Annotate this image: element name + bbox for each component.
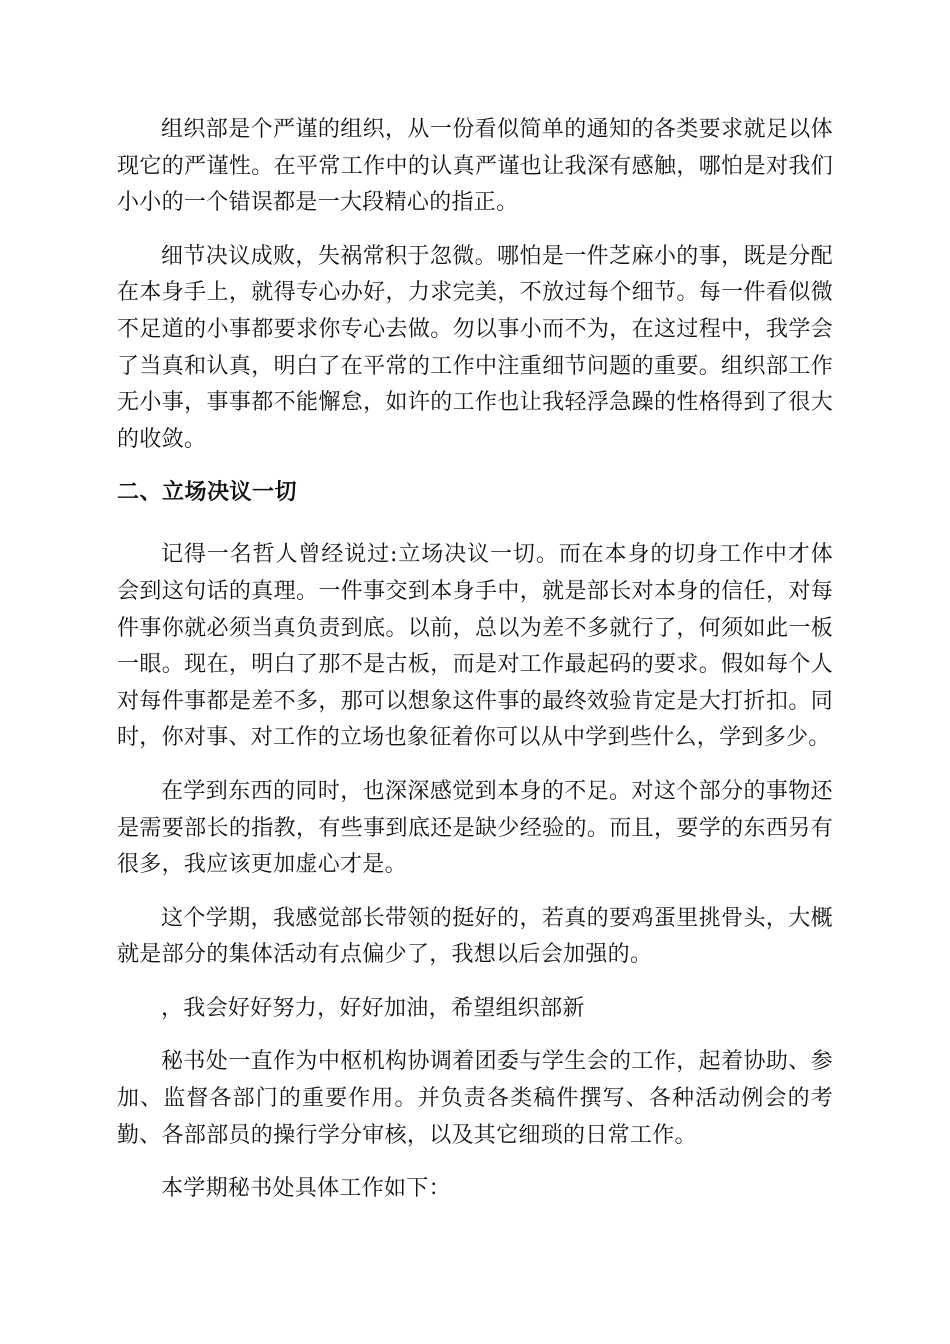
section-heading: 二、立场决议一切 <box>117 480 298 506</box>
paragraph-work-list-intro: 本学期秘书处具体工作如下： <box>161 1176 451 1202</box>
paragraph-hope: ，我会好好努力，好好加油，希望组织部新 <box>161 995 585 1021</box>
paragraph-semester-review: 这个学期，我感觉部长带领的挺好的，若真的要鸡蛋里挑骨头，大概就是部分的集体活动有点偏少了，我想以后会加强的。 <box>117 905 833 968</box>
document-page <box>117 112 833 1225</box>
paragraph-shortcomings: 在学到东西的同时，也深深感觉到本身的不足。对这个部分的事物还是需要部长的指教，有些事到底还是缺少经验的。而且，要学的东西另有很多，我应该更加虚心才是。 <box>117 778 833 878</box>
paragraph-secretariat-intro: 秘书处一直作为中枢机构协调着团委与学生会的工作，起着协助、参加、监督各部门的重要作用。并负责各类稿件撰写、各种活动例会的考勤、各部部员的操行学分审核，以及其它细琐的日常工作。 <box>117 1049 833 1148</box>
paragraph-details-matter: 细节决议成败，失祸常积于忽微。哪怕是一件芝麻小的事，既是分配在本身手上，就得专心办好，力求完美，不放过每个细节。每一件看似微不足道的小事都要求你专心去做。勿以事小而不为，在这过程中，我学会了当真和认真，明白了在平常的工作中注重细节问题的重要。组织部工作无小事，事事都不能懈怠，如许的工作也让我轻浮急躁的性格得到了很大的收敛。 <box>117 243 833 452</box>
paragraph-organization-rigor: 组织部是个严谨的组织，从一份看似简单的通知的各类要求就足以体现它的严谨性。在平常工作中的认真严谨也让我深有感触，哪怕是对我们小小的一个错误都是一大段精心的指正。 <box>117 117 833 216</box>
paragraph-attitude: 记得一名哲人曾经说过:立场决议一切。而在本身的切身工作中才体会到这句话的真理。一件事交到本身手中，就是部长对本身的信任，对每件事你就必须当真负责到底。以前，总以为差不多就行了，何须如此一板一眼。现在，明白了那不是古板，而是对工作最起码的要求。假如每个人对每件事都是差不多，那可以想象这件事的最终效验肯定是大打折扣。同时，你对事、对工作的立场也象征着你可以从中学到些什么，学到多少。 <box>117 542 833 751</box>
